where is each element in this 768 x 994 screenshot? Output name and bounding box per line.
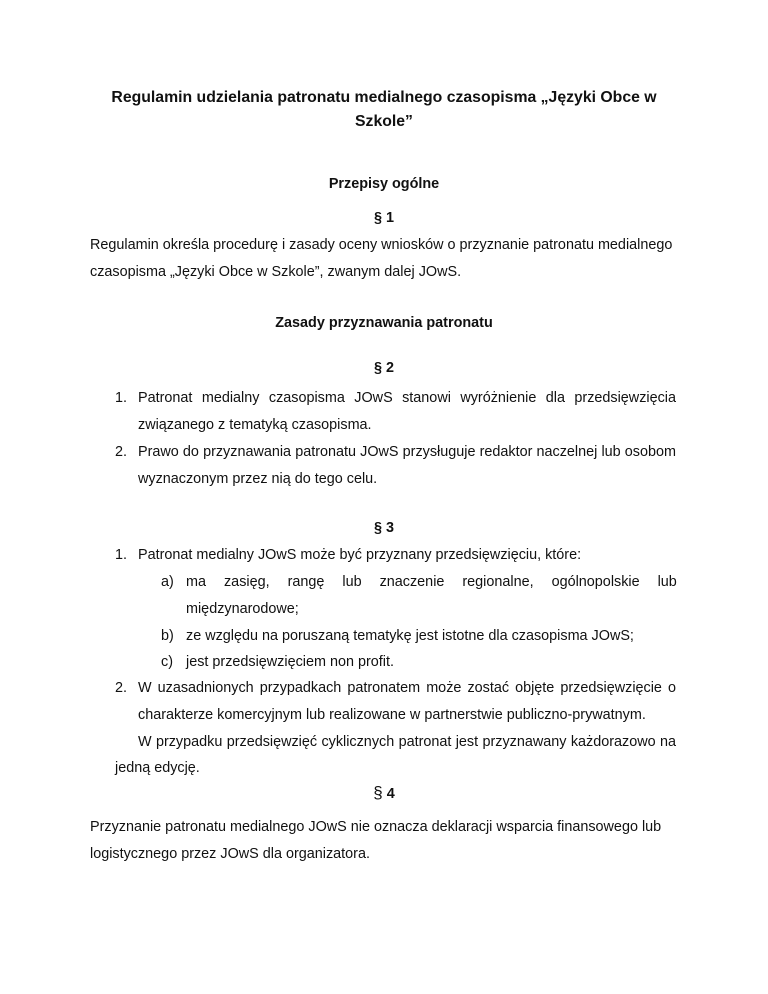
par3-sub-c-letter: c) — [161, 654, 173, 670]
par4-line-2: logistycznego przez JOwS dla organizatora. — [90, 846, 370, 862]
par3-item-2-line-1: W uzasadnionych przypadkach patronatem może zostać objęte przedsięwzięcie o — [138, 680, 676, 696]
paragraph-sign-4-number: 4 — [386, 786, 395, 802]
par3-item-2-line-3: W przypadku przedsięwzięć cyklicznych patronat jest przyznawany każdorazowo na — [138, 734, 676, 750]
par3-sub-b-line-1: ze względu na poruszaną tematykę jest istotne dla czasopisma JOwS; — [186, 628, 634, 644]
par2-item-2-line-2: wyznaczonym przez nią do tego celu. — [138, 471, 378, 487]
paragraph-sign-4 — [0, 783, 768, 803]
paragraph-sign-2: § 2 — [373, 360, 394, 376]
par3-item-2-line-4: jedną edycję. — [115, 760, 200, 776]
title-line-1: Regulamin udzielania patronatu medialnego czasopisma „Języki Obce w — [111, 89, 657, 106]
paragraph-sign-1: § 1 — [373, 210, 394, 226]
par3-item-1-number: 1. — [115, 547, 128, 563]
par3-sub-c-line-1: jest przedsięwzięciem non profit. — [186, 654, 394, 670]
paragraph-sign-4-symbol: § — [373, 783, 383, 802]
par3-sub-a-letter: a) — [161, 574, 174, 590]
section-heading-general: Przepisy ogólne — [328, 176, 440, 192]
par2-item-2-line-1: Prawo do przyznawania patronatu JOwS przysługuje redaktor naczelnej lub osobom — [138, 444, 676, 460]
par2-item-2-number: 2. — [115, 444, 128, 460]
paragraph-sign-3: § 3 — [373, 520, 394, 536]
par2-item-1-line-2: związanego z tematyką czasopisma. — [138, 417, 372, 433]
par2-item-1-number: 1. — [115, 390, 128, 406]
section-heading-rules: Zasady przyznawania patronatu — [275, 315, 493, 331]
par3-item-2-number: 2. — [115, 680, 128, 696]
par3-item-2-line-2: charakterze komercyjnym lub realizowane w partnerstwie publiczno-prywatnym. — [138, 707, 646, 723]
document-title — [100, 86, 668, 134]
par1-line-1: Regulamin określa procedurę i zasady oceny wniosków o przyznanie patronatu medialnego — [90, 237, 673, 253]
par3-sub-a-line-2: międzynarodowe; — [186, 601, 299, 617]
par3-sub-b-letter: b) — [161, 628, 174, 644]
par4-line-1: Przyznanie patronatu medialnego JOwS nie oznacza deklaracji wsparcia finansowego lub — [90, 819, 662, 835]
par3-sub-a-line-1: ma zasięg, rangę lub znaczenie regionalne, ogólnopolskie lub — [186, 574, 677, 590]
par3-item-1-text: Patronat medialny JOwS może być przyznany przedsięwzięciu, które: — [138, 547, 582, 563]
title-line-2: Szkole” — [355, 113, 413, 130]
par2-item-1-line-1: Patronat medialny czasopisma JOwS stanowi wyróżnienie dla przedsięwzięcia — [138, 390, 676, 406]
par1-line-2: czasopisma „Języki Obce w Szkole”, zwanym dalej JOwS. — [90, 264, 462, 280]
